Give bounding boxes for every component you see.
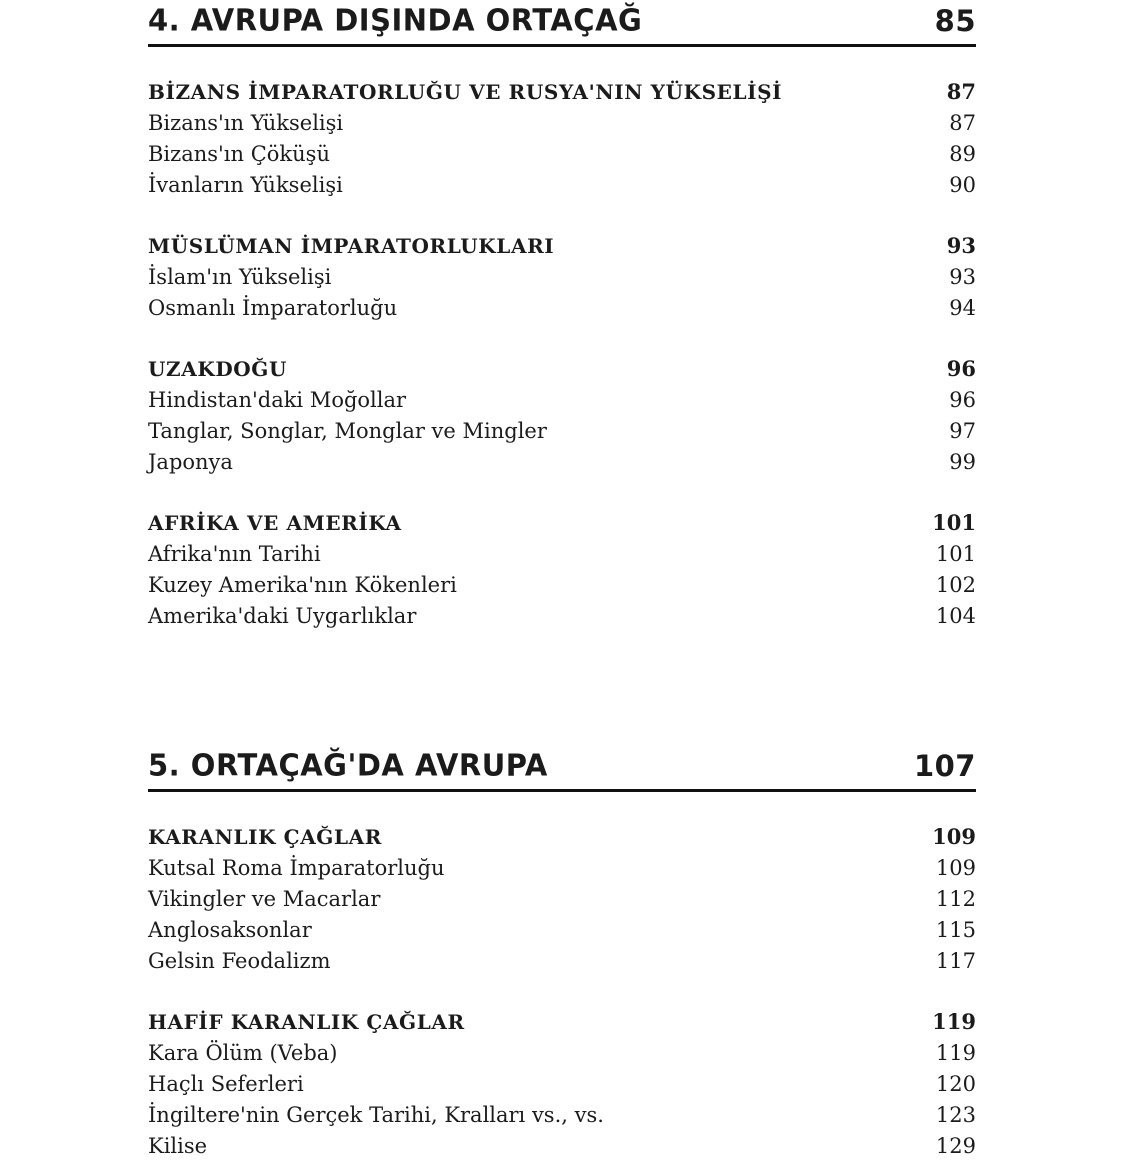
toc-entry-page-number: 94: [949, 296, 976, 320]
section-heading-row: [148, 507, 976, 539]
section-heading-row: [148, 230, 976, 262]
section-heading: KARANLIK ÇAĞLAR: [148, 825, 382, 849]
toc-entry-label: Kilise: [148, 1134, 208, 1158]
toc-entry-page-number: 97: [949, 419, 976, 443]
toc-entry-page-number: 112: [935, 887, 976, 911]
section-page-number: 109: [932, 824, 976, 849]
section-page-number: 87: [946, 79, 976, 104]
chapter-4: [148, 0, 976, 632]
toc-entry: [148, 447, 976, 478]
toc-entry-label: Kutsal Roma İmparatorluğu: [148, 856, 445, 880]
chapter-header: [148, 0, 976, 47]
toc-entry: [148, 853, 976, 884]
chapter-header: [148, 745, 976, 792]
toc-entry-page-number: 120: [935, 1072, 976, 1096]
toc-entry-page-number: 117: [935, 949, 976, 973]
toc-entry-page-number: 99: [949, 450, 976, 474]
toc-entry-label: Bizans'ın Çöküşü: [148, 142, 330, 166]
section-uzakdogu: [148, 353, 976, 478]
section-bizans: [148, 76, 976, 201]
toc-entry: [148, 884, 976, 915]
toc-entry: [148, 170, 976, 201]
toc-entry-page-number: 115: [935, 918, 976, 942]
toc-entry-page-number: 129: [935, 1134, 976, 1158]
toc-entry: [148, 946, 976, 977]
toc-entry-label: İslam'ın Yükselişi: [148, 265, 332, 289]
toc-entry-label: Bizans'ın Yükselişi: [148, 111, 344, 135]
section-heading: MÜSLÜMAN İMPARATORLUKLARI: [148, 234, 555, 258]
section-heading-row: [148, 821, 976, 853]
toc-entry-label: Afrika'nın Tarihi: [148, 542, 321, 566]
toc-entry-page-number: 87: [949, 111, 976, 135]
section-heading-row: [148, 353, 976, 385]
toc-entry-page-number: 119: [935, 1041, 976, 1065]
section-heading: AFRİKA VE AMERİKA: [148, 511, 402, 535]
toc-entry: [148, 416, 976, 447]
section-heading-row: [148, 1006, 976, 1038]
chapter-page-number: 107: [913, 749, 976, 783]
toc-entry-label: Haçlı Seferleri: [148, 1072, 304, 1096]
section-musluman: [148, 230, 976, 324]
toc-entry-label: İvanların Yükselişi: [148, 173, 343, 197]
toc-entry-page-number: 123: [935, 1103, 976, 1127]
toc-entry-label: Anglosaksonlar: [148, 918, 312, 942]
toc-entry: [148, 915, 976, 946]
section-karanlik-caglar: [148, 821, 976, 977]
chapter-title: 4. AVRUPA DIŞINDA ORTAÇAĞ: [148, 2, 643, 38]
section-hafif-karanlik-caglar: [148, 1006, 976, 1162]
toc-entry-page-number: 93: [949, 265, 976, 289]
section-heading: HAFİF KARANLIK ÇAĞLAR: [148, 1010, 465, 1034]
section-page-number: 101: [932, 510, 976, 535]
toc-entry-label: Tanglar, Songlar, Monglar ve Mingler: [148, 419, 547, 443]
toc-entry-page-number: 90: [949, 173, 976, 197]
toc-entry: [148, 262, 976, 293]
toc-entry: [148, 139, 976, 170]
toc-entry-page-number: 109: [935, 856, 976, 880]
toc-entry: [148, 539, 976, 570]
toc-entry: [148, 1100, 976, 1131]
toc-entry-page-number: 102: [935, 573, 976, 597]
toc-entry-label: Vikingler ve Macarlar: [148, 887, 381, 911]
toc-entry-label: Japonya: [148, 450, 233, 474]
section-heading: UZAKDOĞU: [148, 357, 288, 381]
toc-entry: [148, 385, 976, 416]
toc-entry: [148, 570, 976, 601]
chapter-5: [148, 745, 976, 1162]
section-heading-row: [148, 76, 976, 108]
chapter-page-number: 85: [934, 4, 976, 38]
toc-entry-label: Hindistan'daki Moğollar: [148, 388, 407, 412]
toc-entry: [148, 1038, 976, 1069]
toc-entry-label: Kuzey Amerika'nın Kökenleri: [148, 573, 457, 597]
toc-entry-label: Gelsin Feodalizm: [148, 949, 331, 973]
toc-entry-page-number: 96: [949, 388, 976, 412]
toc-entry-page-number: 89: [949, 142, 976, 166]
toc-entry: [148, 108, 976, 139]
toc-entry-page-number: 101: [935, 542, 976, 566]
section-page-number: 93: [946, 233, 976, 258]
toc-entry: [148, 601, 976, 632]
section-page-number: 96: [946, 356, 976, 381]
chapter-title: 5. ORTAÇAĞ'DA AVRUPA: [148, 747, 548, 783]
toc-entry-label: Amerika'daki Uygarlıklar: [148, 604, 417, 628]
section-heading: BİZANS İMPARATORLUĞU VE RUSYA'NIN YÜKSELİŞİ: [148, 80, 783, 104]
chapter-sections: [148, 792, 976, 1162]
toc-entry-label: İngiltere'nin Gerçek Tarihi, Kralları vs., vs.: [148, 1103, 604, 1127]
table-of-contents: [148, 0, 976, 1162]
toc-entry-label: Osmanlı İmparatorluğu: [148, 296, 398, 320]
toc-entry: [148, 293, 976, 324]
chapter-sections: [148, 47, 976, 632]
toc-entry: [148, 1131, 976, 1162]
toc-entry-page-number: 104: [935, 604, 976, 628]
section-afrika-amerika: [148, 507, 976, 632]
toc-entry: [148, 1069, 976, 1100]
toc-entry-label: Kara Ölüm (Veba): [148, 1041, 338, 1065]
section-page-number: 119: [932, 1009, 976, 1034]
